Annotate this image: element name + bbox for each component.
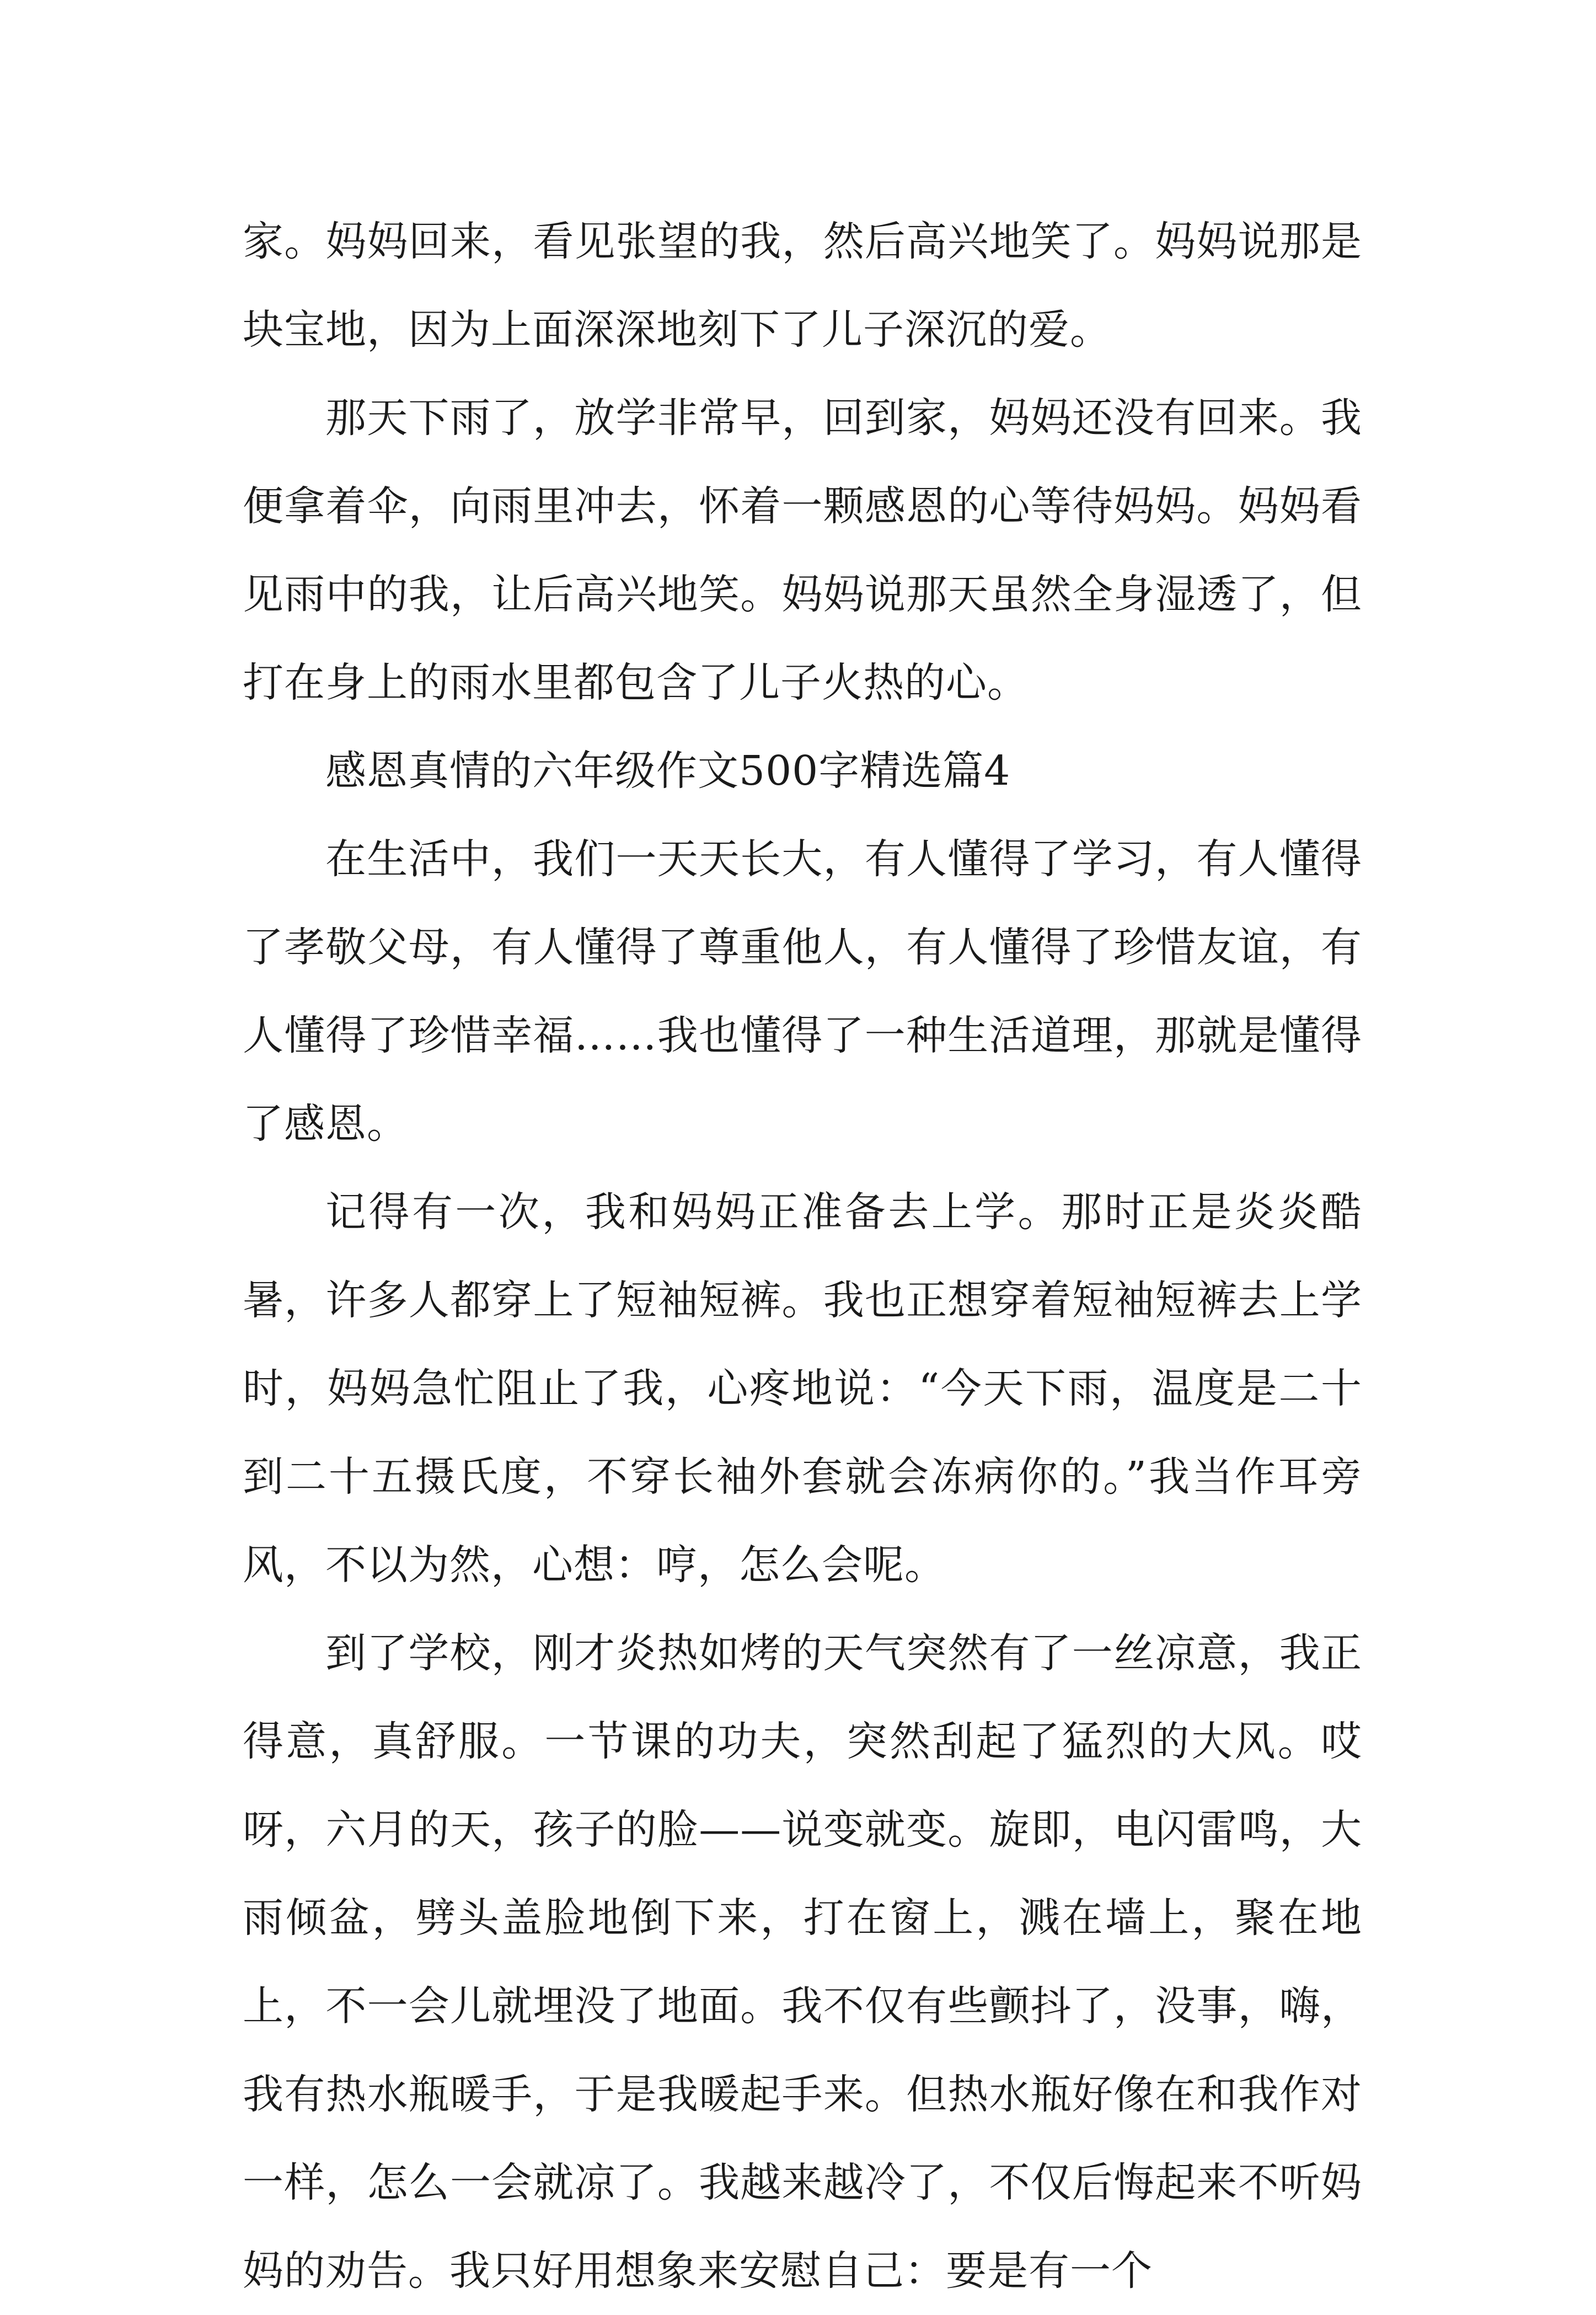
paragraph-school: 到了学校，刚才炎热如烤的天气突然有了一丝凉意，我正得意，真舒服。一节课的功夫，突然刮起了猛烈的大风。哎呀，六月的天，孩子的脸——说变就变。旋即，电闪雷鸣，大雨倾盆，劈头盖脸地倒下来，打在窗上，溅在墙上，聚在地上，不一会儿就埋没了地面。我不仅有些颤抖了，没事，嗨，我有热水瓶暖手，于是我暖起手来。但热水瓶好像在和我作对一样，怎么一会就凉了。我越来越冷了，不仅后悔起来不听妈妈的劝告。我只好用想象来安慰自己：要是有一个 — [243, 1630, 1362, 2295]
paragraph-intro: 在生活中，我们一天天长大，有人懂得了学习，有人懂得了孝敬父母，有人懂得了尊重他人，有人懂得了珍惜友谊，有人懂得了珍惜幸福……我也懂得了一种生活道理，那就是懂得了感恩。 — [243, 835, 1362, 1148]
paragraph-rain-story: 那天下雨了，放学非常早，回到家，妈妈还没有回来。我便拿着伞，向雨里冲去，怀着一颗感恩的心等待妈妈。妈妈看见雨中的我，让后高兴地笑。妈妈说那天虽然全身湿透了，但打在身上的雨水里都包含了儿子火热的心。 — [243, 394, 1362, 706]
body-text — [243, 197, 1362, 2315]
paragraph-continuation: 家。妈妈回来，看见张望的我，然后高兴地笑了。妈妈说那是块宝地，因为上面深深地刻下了儿子深沉的爱。 — [243, 218, 1362, 353]
paragraph-memory: 记得有一次，我和妈妈正准备去上学。那时正是炎炎酷暑，许多人都穿上了短袖短裤。我也正想穿着短袖短裤去上学时，妈妈急忙阻止了我，心疼地说：“今天下雨，温度是二十到二十五摄氏度，不穿长袖外套就会冻病你的。”我当作耳旁风，不以为然，心想：哼，怎么会呢。 — [243, 1188, 1362, 1589]
section-heading: 感恩真情的六年级作文500字精选篇4 — [325, 747, 1011, 795]
